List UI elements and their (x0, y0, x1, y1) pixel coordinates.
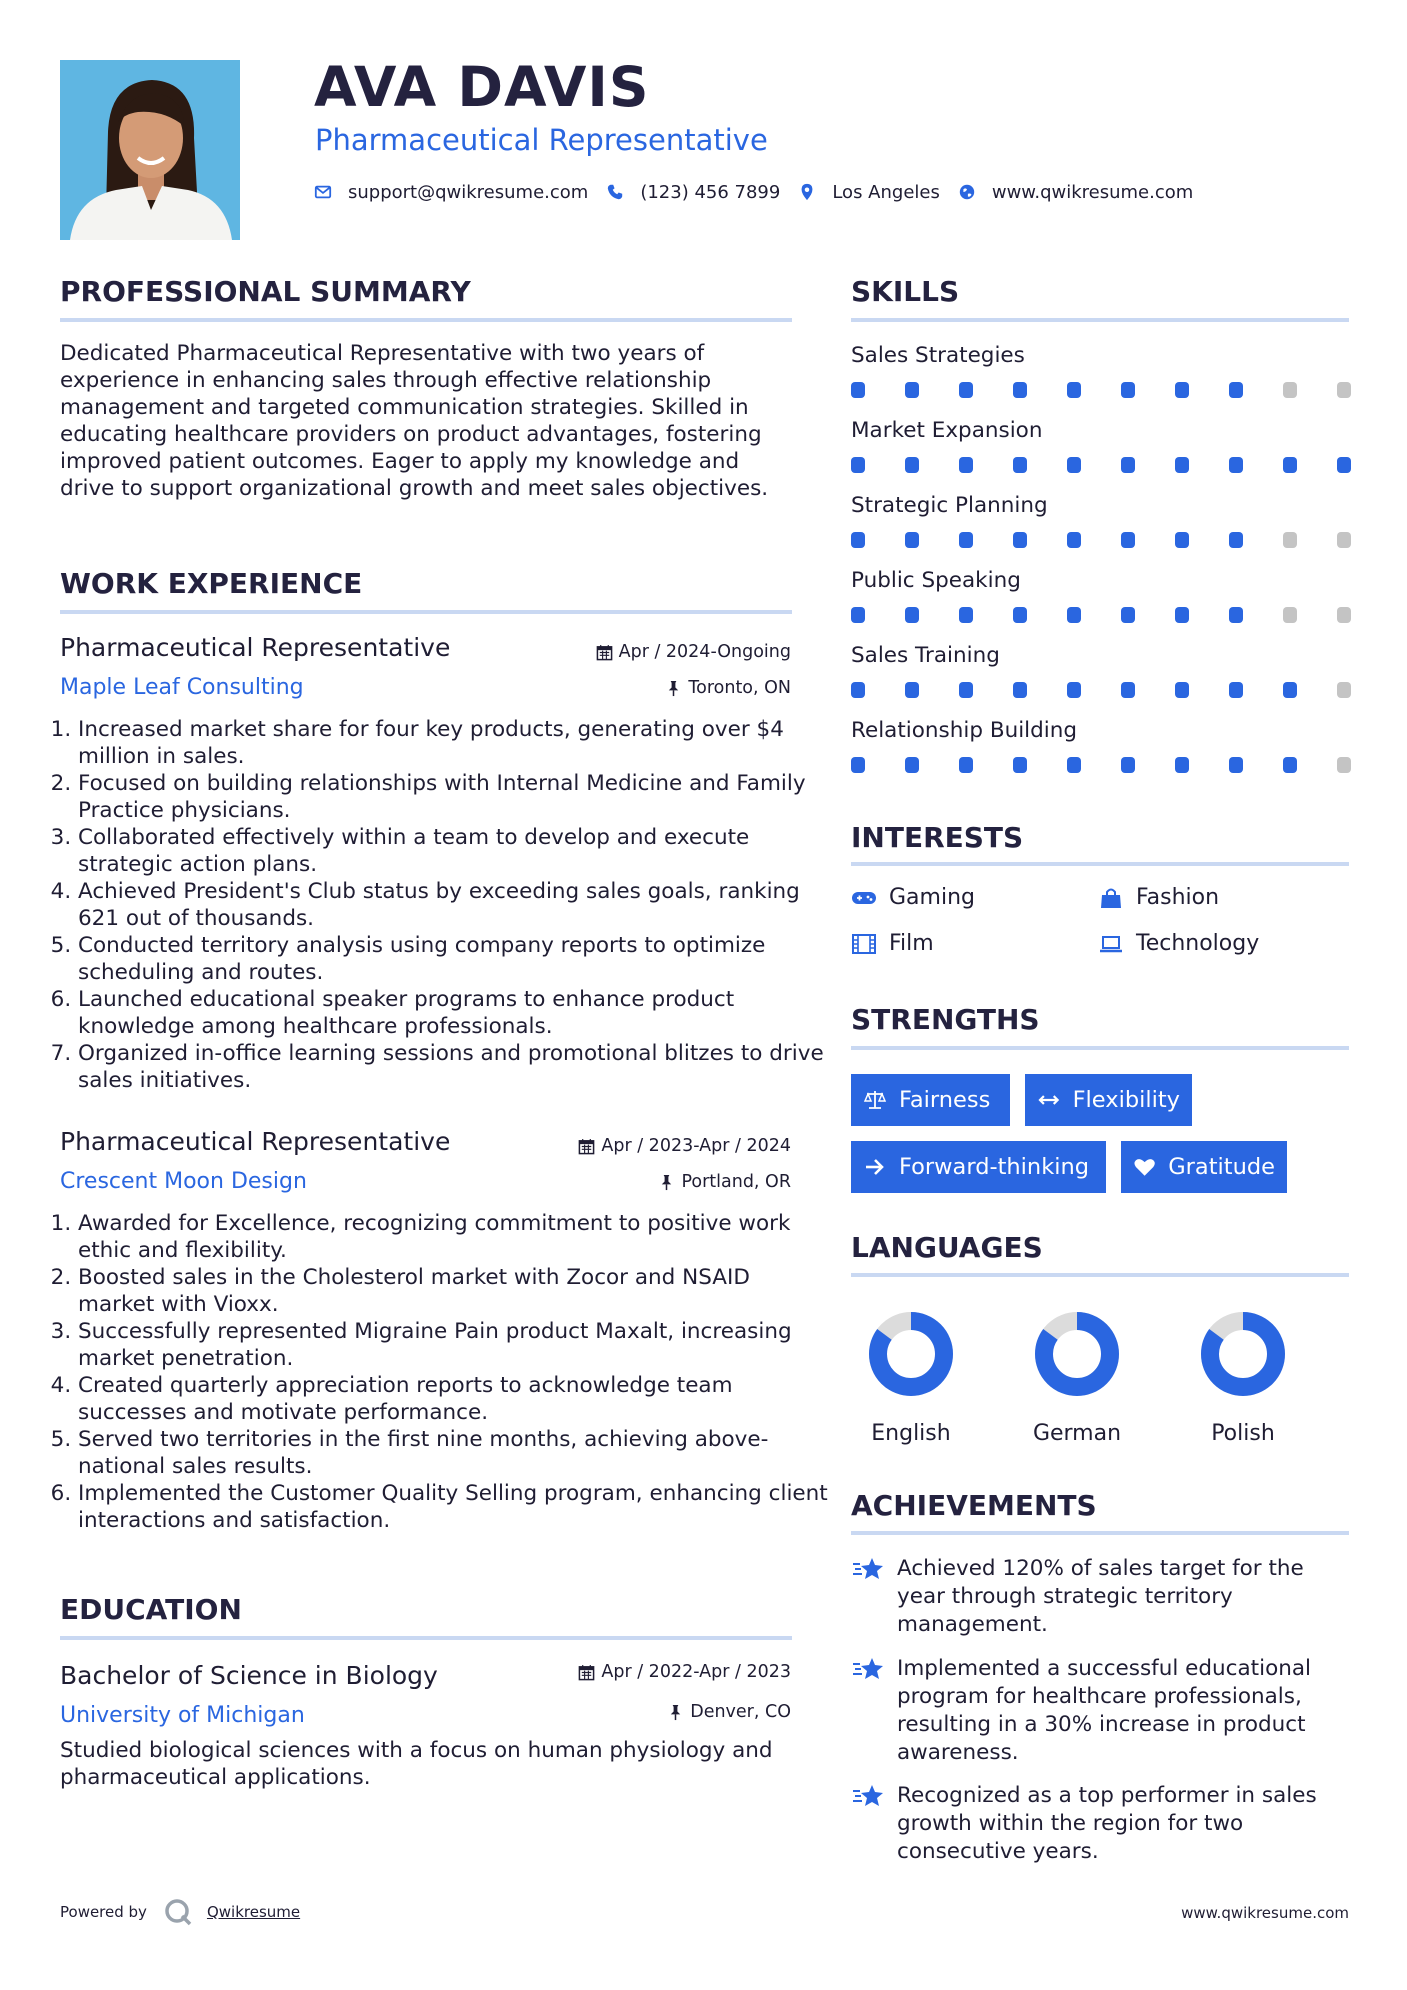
summary-heading: PROFESSIONAL SUMMARY (60, 275, 471, 308)
contact-website-text: www.qwikresume.com (991, 181, 1194, 203)
skill-dot-filled (1175, 532, 1189, 548)
job-1-dates (596, 640, 791, 664)
contact-email-text: support@qwikresume.com (348, 181, 589, 203)
skill-dot-filled (851, 532, 865, 548)
skill-dot-filled (1067, 682, 1081, 698)
skill-dot-empty (1337, 607, 1351, 623)
job-2-duty: 1. Awarded for Excellence, recognizing commitment to positive work ethic and flexibility. (78, 1210, 830, 1264)
education-school: University of Michigan (60, 1703, 305, 1728)
skill-dot-empty (1283, 607, 1297, 623)
job-2-duties (50, 1210, 830, 1534)
language-donut (867, 1310, 955, 1398)
skill-dot-filled (1013, 382, 1027, 398)
footer-brand-link[interactable]: Qwikresume (206, 1903, 301, 1921)
envelope-icon (314, 183, 332, 201)
strengths-heading: STRENGTHS (851, 1003, 1040, 1036)
skill-dot-filled (959, 382, 973, 398)
skill-dot-empty (1283, 382, 1297, 398)
job-1-dates-text: Apr / 2024-Ongoing (618, 642, 791, 662)
education-location-text: Denver, CO (690, 1702, 791, 1722)
contact-phone[interactable] (606, 182, 780, 203)
job-1-duty: 3. Collaborated effectively within a team to develop and execute strategic action plans. (78, 824, 830, 878)
education-degree: Bachelor of Science in Biology (60, 1661, 438, 1690)
skill-rating (851, 682, 1351, 698)
powered-by-label: Powered by (60, 1903, 147, 1921)
strength-label: Forward-thinking (899, 1154, 1090, 1180)
strength-badge-flexibility (1025, 1074, 1192, 1126)
laptop-icon (1098, 933, 1124, 955)
candidate-title: Pharmaceutical Representative (315, 123, 768, 157)
calendar-icon (578, 1664, 595, 1681)
strength-badge-fairness (851, 1074, 1010, 1126)
summary-rule (60, 318, 792, 322)
skill-dot-filled (851, 607, 865, 623)
shooting-star-icon (851, 1555, 885, 1583)
pushpin-icon (658, 1174, 675, 1191)
achievement-item (851, 1555, 1351, 1639)
skill-dot-filled (851, 682, 865, 698)
skill-name: Sales Training (851, 643, 1000, 668)
job-2-company: Crescent Moon Design (60, 1169, 307, 1194)
heart-icon (1133, 1155, 1156, 1179)
job-1-duty: 1. Increased market share for four key products, generating over $4 million in sales. (78, 716, 830, 770)
education-rule (60, 1636, 792, 1640)
interest-film (851, 930, 934, 958)
film-icon (851, 933, 877, 955)
footer-url[interactable]: www.qwikresume.com (1181, 1904, 1349, 1922)
job-2-duty: 5. Served two territories in the first nine months, achieving above-national sales results. (78, 1426, 830, 1480)
skill-dot-filled (959, 682, 973, 698)
strength-badge-forward-thinking (851, 1141, 1106, 1193)
skill-dot-filled (1121, 382, 1135, 398)
skill-dot-empty (1337, 757, 1351, 773)
skill-dot-filled (1067, 382, 1081, 398)
interest-gaming (851, 884, 975, 912)
language-donut (1199, 1310, 1287, 1398)
job-2-location (658, 1170, 791, 1194)
shooting-star-icon (851, 1782, 885, 1810)
skill-dot-filled (1013, 607, 1027, 623)
skill-name: Relationship Building (851, 718, 1078, 743)
arrow-right-icon (863, 1155, 887, 1179)
skill-dot-filled (851, 457, 865, 473)
job-1-location-text: Toronto, ON (688, 678, 791, 698)
skill-rating (851, 457, 1351, 473)
balance-scale-icon (863, 1088, 887, 1112)
job-1-duty: 5. Conducted territory analysis using company reports to optimize scheduling and routes. (78, 932, 830, 986)
skill-rating (851, 382, 1351, 398)
interests-rule (851, 862, 1349, 866)
achievement-item (851, 1782, 1351, 1866)
skill-rating (851, 757, 1351, 773)
skill-dot-filled (959, 457, 973, 473)
skill-dot-filled (1013, 757, 1027, 773)
job-2-duty: 2. Boosted sales in the Cholesterol market with Zocor and NSAID market with Vioxx. (78, 1264, 830, 1318)
shopping-bag-icon (1098, 887, 1124, 909)
strength-label: Fairness (899, 1087, 991, 1113)
contact-location-text: Los Angeles (832, 181, 940, 203)
skill-dot-filled (1067, 457, 1081, 473)
language-english (846, 1310, 976, 1448)
strength-label: Gratitude (1168, 1154, 1275, 1180)
pushpin-icon (667, 1704, 684, 1721)
education-dates (578, 1660, 791, 1684)
language-german (1012, 1310, 1142, 1448)
skill-dot-filled (905, 607, 919, 623)
skill-dot-filled (1121, 757, 1135, 773)
contact-email[interactable] (314, 182, 588, 203)
achievements-heading: ACHIEVEMENTS (851, 1489, 1097, 1522)
job-1-duty: 2. Focused on building relationships with Internal Medicine and Family Practice physicians. (78, 770, 830, 824)
skill-dot-filled (1283, 682, 1297, 698)
strengths-rule (851, 1046, 1349, 1050)
interest-label: Fashion (1136, 885, 1220, 910)
skill-dot-filled (1013, 682, 1027, 698)
skill-dot-filled (1229, 757, 1243, 773)
job-1-role: Pharmaceutical Representative (60, 633, 451, 662)
skill-dot-filled (1283, 457, 1297, 473)
skill-dot-filled (851, 382, 865, 398)
calendar-icon (578, 1138, 595, 1155)
interests-heading: INTERESTS (851, 821, 1024, 854)
job-2-location-text: Portland, OR (681, 1172, 791, 1192)
pushpin-icon (665, 680, 682, 697)
education-description: Studied biological sciences with a focus on human physiology and pharmaceutical applications. (60, 1738, 773, 1790)
skill-dot-filled (1067, 757, 1081, 773)
language-polish (1178, 1310, 1308, 1448)
skill-dot-filled (1175, 757, 1189, 773)
skill-dot-filled (959, 757, 973, 773)
contact-bar (314, 178, 1211, 206)
skill-dot-filled (1067, 532, 1081, 548)
experience-rule (60, 610, 792, 614)
achievement-text: Implemented a successful educational program for healthcare professionals, resulting in a 30% increase in product awareness. (897, 1656, 1312, 1765)
shooting-star-icon (851, 1655, 885, 1683)
skill-dot-filled (1229, 457, 1243, 473)
strength-label: Flexibility (1072, 1087, 1180, 1113)
skills-heading: SKILLS (851, 275, 960, 308)
language-label: Polish (1211, 1421, 1275, 1446)
map-marker-icon (798, 183, 816, 201)
skill-dot-filled (1121, 682, 1135, 698)
skill-dot-filled (1121, 532, 1135, 548)
candidate-name: AVA DAVIS (314, 55, 650, 119)
skill-dot-filled (959, 532, 973, 548)
skill-dot-filled (905, 457, 919, 473)
interest-label: Film (889, 931, 934, 956)
skill-dot-filled (1175, 457, 1189, 473)
job-1-duties (50, 716, 830, 1094)
phone-icon (606, 183, 624, 201)
interest-fashion (1098, 884, 1219, 912)
interest-technology (1098, 930, 1259, 958)
skill-dot-filled (959, 607, 973, 623)
footer-powered-by (60, 1896, 300, 1928)
contact-phone-text: (123) 456 7899 (640, 181, 781, 203)
skill-dot-filled (1229, 382, 1243, 398)
job-2-dates-text: Apr / 2023-Apr / 2024 (601, 1136, 791, 1156)
language-label: German (1032, 1421, 1122, 1446)
skill-dot-filled (905, 682, 919, 698)
qwikresume-logo-icon (163, 1897, 193, 1927)
skill-dot-filled (1229, 532, 1243, 548)
calendar-icon (596, 644, 613, 661)
job-1-company: Maple Leaf Consulting (60, 675, 304, 700)
experience-heading: WORK EXPERIENCE (60, 567, 363, 600)
job-1-duty: 4. Achieved President's Club status by exceeding sales goals, ranking 621 out of thousands. (78, 878, 830, 932)
education-dates-text: Apr / 2022-Apr / 2023 (601, 1662, 791, 1682)
achievement-text: Achieved 120% of sales target for the year through strategic territory management. (897, 1556, 1304, 1637)
contact-website[interactable] (958, 182, 1193, 203)
summary-text: Dedicated Pharmaceutical Representative with two years of experience in enhancing sales through effective relationship management and targeted communication strategies. Skilled in educating healthcare providers on product advantages, fostering improved patient outcomes. Eager to apply my knowledge and drive to support organizational growth and meet sales objectives. (60, 341, 769, 501)
skill-name: Public Speaking (851, 568, 1021, 593)
skill-dot-filled (1067, 607, 1081, 623)
job-2-duty: 3. Successfully represented Migraine Pain product Maxalt, increasing market penetration. (78, 1318, 830, 1372)
skill-dot-filled (1013, 457, 1027, 473)
skill-dot-filled (905, 532, 919, 548)
languages-rule (851, 1273, 1349, 1277)
strength-badge-gratitude (1121, 1141, 1287, 1193)
job-2-duty: 4. Created quarterly appreciation reports to acknowledge team successes and motivate performance. (78, 1372, 830, 1426)
skill-name: Strategic Planning (851, 493, 1048, 518)
education-location (667, 1700, 791, 1724)
skill-dot-filled (905, 757, 919, 773)
skills-rule (851, 318, 1349, 322)
job-1-duty: 7. Organized in-office learning sessions and promotional blitzes to drive sales initiatives. (78, 1040, 830, 1094)
skill-rating (851, 532, 1351, 548)
job-2-role: Pharmaceutical Representative (60, 1127, 451, 1156)
language-donut (1033, 1310, 1121, 1398)
skill-dot-filled (851, 757, 865, 773)
skill-dot-filled (1229, 607, 1243, 623)
skill-dot-filled (1121, 457, 1135, 473)
job-2-duty: 6. Implemented the Customer Quality Selling program, enhancing client interactions and satisfaction. (78, 1480, 830, 1534)
profile-photo (60, 60, 240, 240)
interest-label: Gaming (889, 885, 975, 910)
arrows-horizontal-icon (1037, 1088, 1061, 1112)
languages-heading: LANGUAGES (851, 1231, 1043, 1264)
skill-dot-filled (1337, 457, 1351, 473)
skill-dot-empty (1337, 682, 1351, 698)
skill-dot-filled (1121, 607, 1135, 623)
skill-dot-filled (1283, 757, 1297, 773)
job-2-dates (578, 1134, 791, 1158)
achievement-item (851, 1655, 1351, 1767)
achievements-rule (851, 1531, 1349, 1535)
job-1-location (665, 676, 791, 700)
contact-location (798, 182, 940, 203)
skill-rating (851, 607, 1351, 623)
language-label: English (871, 1421, 951, 1446)
interest-label: Technology (1136, 931, 1260, 956)
skill-dot-filled (1013, 532, 1027, 548)
skill-dot-filled (1229, 682, 1243, 698)
globe-icon (958, 183, 976, 201)
education-heading: EDUCATION (60, 1593, 242, 1626)
skill-dot-filled (905, 382, 919, 398)
skill-dot-empty (1337, 382, 1351, 398)
skill-dot-empty (1283, 532, 1297, 548)
skill-name: Sales Strategies (851, 343, 1025, 368)
skill-dot-empty (1337, 532, 1351, 548)
skill-dot-filled (1175, 382, 1189, 398)
job-1-duty: 6. Launched educational speaker programs to enhance product knowledge among healthcare professionals. (78, 986, 830, 1040)
skill-dot-filled (1175, 682, 1189, 698)
gamepad-icon (851, 887, 877, 909)
skill-dot-filled (1175, 607, 1189, 623)
achievement-text: Recognized as a top performer in sales growth within the region for two consecutive years. (897, 1783, 1317, 1864)
skill-name: Market Expansion (851, 418, 1043, 443)
